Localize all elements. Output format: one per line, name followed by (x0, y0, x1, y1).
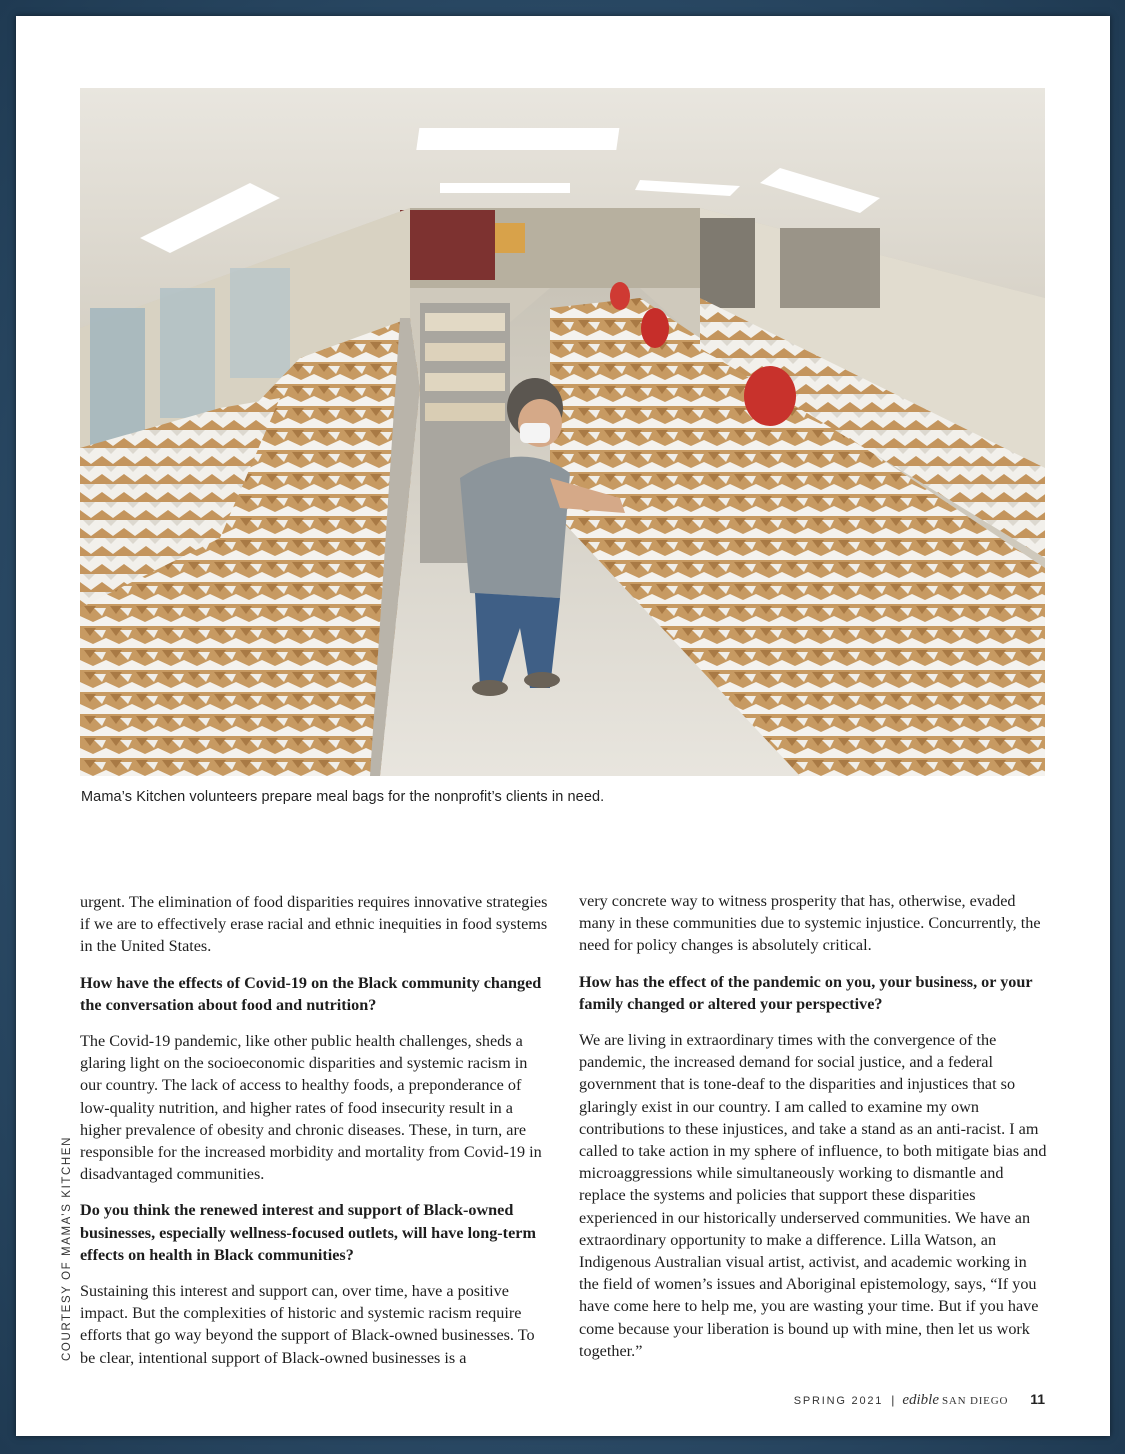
interview-question: Do you think the renewed interest and support of Black-owned businesses, especially wellness-focused outlets, will have long-term effects on health in Black communities? (80, 1201, 536, 1264)
page-number: 11 (1030, 1391, 1045, 1407)
issue-season: SPRING 2021 (793, 1395, 884, 1407)
food-bank-photo (80, 88, 1045, 776)
paragraph: We are living in extraordinary times with the convergence of the pandemic, the increased demand for social justice, and a federal government that is tone-deaf to the disparities and injustices that so glaringly exist in our country. I am called to examine my own contributions to these injustices, and take a stand as an anti-racist. I am called to take action in my sphere of influence, to both mitigate bias and microaggressions while simultaneously working to dismantle and replace the systems and policies that support these disparities experienced in our historically underserved communities. We have an extraordinary opportunity to make a difference. Lilla Watson, an Indigenous Australian visual artist, activist, and academic working in the field of women’s issues and Aboriginal epistemology, says, “If you have come here to help me, you are wasting your time. But if you have come because your liberation is bound up with mine, then let us work together.” (579, 1031, 1047, 1360)
paragraph: Sustaining this interest and support can, over time, have a positive impact. But the complexities of historic and systemic racism require efforts that go way beyond the support of Black-owned businesses. To be clear, intentional support of Black-owned businesses is a (80, 1282, 535, 1367)
magazine-page (16, 16, 1110, 1436)
photo-illustration (80, 88, 1045, 776)
brand-edible: edible (902, 1392, 940, 1408)
photo-credit: COURTESY OF MAMA’S KITCHEN (61, 1136, 73, 1361)
article-column-left (80, 891, 548, 1383)
article-column-right (579, 890, 1047, 1376)
paragraph: urgent. The elimination of food disparities requires innovative strategies if we are to effectively erase racial and ethnic inequities in food systems in the United States. (80, 893, 548, 956)
interview-question: How have the effects of Covid-19 on the Black community changed the conversation about food and nutrition? (80, 973, 542, 1014)
paragraph: very concrete way to witness prosperity that has, otherwise, evaded many in these communities due to systemic injustice. Concurrently, the need for policy changes is absolutely critical. (579, 892, 1041, 955)
brand-location: SAN DIEGO (942, 1395, 1009, 1407)
photo-caption: Mama’s Kitchen volunteers prepare meal bags for the nonprofit’s clients in need. (81, 789, 605, 805)
footer-separator: | (891, 1393, 895, 1407)
interview-question: How has the effect of the pandemic on you, your business, or your family changed or altered your perspective? (579, 972, 1033, 1013)
publication-brand (902, 1392, 1008, 1409)
page-footer (794, 1391, 1045, 1409)
paragraph: The Covid-19 pandemic, like other public health challenges, sheds a glaring light on the socioeconomic disparities and systemic racism in our country. The lack of access to healthy foods, a preponderance of low-quality nutrition, and higher rates of food insecurity result in a higher prevalence of obesity and chronic diseases. These, in turn, are responsible for the increased morbidity and mortality from Covid-19 in disadvantaged communities. (80, 1032, 542, 1184)
